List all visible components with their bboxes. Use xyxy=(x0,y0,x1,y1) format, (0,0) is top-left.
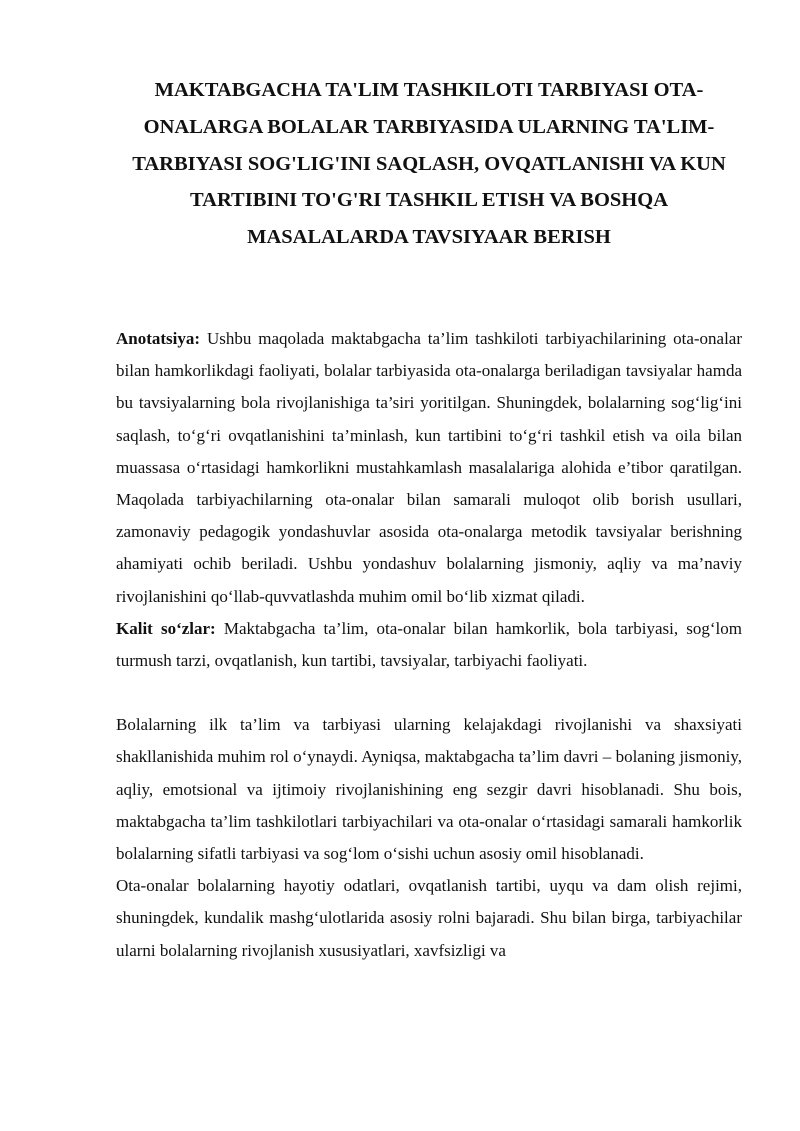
abstract-label: Anotatsiya: xyxy=(116,328,201,348)
abstract-text: Ushbu maqolada maktabgacha ta’lim tashkiloti tarbiyachilarining ota-onalar bilan hamkorlikdagi faoliyati, bolalar tarbiyasida ota-onalarga beriladigan tavsiyalar hamda bu tavsiyalarning bola rivojlanishiga ta’siri yoritilgan. Shuningdek, bolalarning sog‘lig‘ini saqlash, to‘g‘ri ovqatlanishini ta’minlash, kun tartibini to‘g‘ri tashkil etish va oila bilan muassasa o‘rtasidagi hamkorlikni mustahkamlash masalalariga alohida e’tibor qaratilgan. Maqolada tarbiyachilarning ota-onalar bilan samarali muloqot olib borish usullari, zamonaviy pedagogik yondashuvlar asosida ota-onalarga metodik tavsiyalar berishning ahamiyati ochib beriladi. Ushbu yondashuv bolalarning jismoniy, aqliy va ma’naviy rivojlanishini qo‘llab-quvvatlashda muhim omil bo‘lib xizmat qiladi. xyxy=(116,328,743,606)
document-title: MAKTABGACHA TA'LIM TASHKILOTI TARBIYASI OTA-ONALARGA BOLALAR TARBIYASIDA ULARNING TA'LIM-TARBIYASI SOG'LIG'INI SAQLASH, OVQATLANISHI VA KUN TARTIBINI TO'G'RI TASHKIL ETISH VA BOSHQA MASALALARDA TAVSIYAAR BERISH xyxy=(132,79,726,249)
document-page xyxy=(116,72,742,967)
body-paragraph-1: Bolalarning ilk ta’lim va tarbiyasi ularning kelajakdagi rivojlanishi va shaxsiyati shakllanishida muhim rol o‘ynaydi. Ayniqsa, maktabgacha ta’lim davri – bolaning jismoniy, aqliy, emotsional va ijtimoiy rivojlanishining eng sezgir davri hisoblanadi. Shu bois, maktabgacha ta’lim tashkilotlari tarbiyachilari va ota-onalar o‘rtasidagi samarali hamkorlik bolalarning sifatli tarbiyasi va sog‘lom o‘sishi uchun asosiy omil hisoblanadi. xyxy=(116,715,742,864)
keywords-text: Maktabgacha ta’lim, ota-onalar bilan hamkorlik, bola tarbiyasi, sog‘lom turmush tarzi, ovqatlanish, kun tartibi, tavsiyalar, tarbiyachi faoliyati. xyxy=(116,618,742,671)
abstract-paragraph xyxy=(116,323,742,613)
keywords-label: Kalit so‘zlar: xyxy=(116,618,216,638)
keywords-paragraph xyxy=(116,613,742,677)
body-paragraph-2: Ota-onalar bolalarning hayotiy odatlari, ovqatlanish tartibi, uyqu va dam olish rejimi, shuningdek, kundalik mashg‘ulotlarida asosiy rolni bajaradi. Shu bilan birga, tarbiyachilar ularni bolalarning rivojlanish xususiyatlari, xavfsizligi va xyxy=(116,876,742,960)
